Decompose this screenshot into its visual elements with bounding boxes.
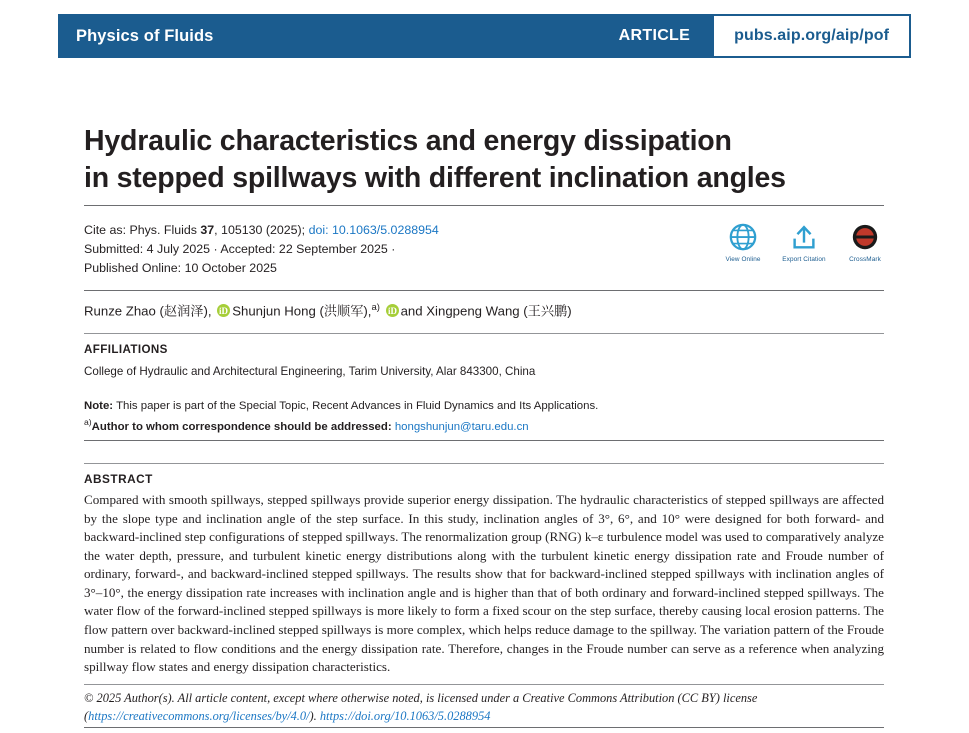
author-2-footnote-marker: a) [371, 302, 380, 313]
view-online-caption: View Online [725, 256, 761, 263]
cc-license-link[interactable]: https://creativecommons.org/licenses/by/4.0/ [88, 708, 310, 723]
special-topic-note [84, 398, 884, 416]
journal-name: Physics of Fluids [76, 26, 214, 45]
license-statement [84, 690, 884, 726]
article-type-label: ARTICLE [618, 27, 691, 44]
citation-line [84, 221, 644, 240]
doi-url-link[interactable]: https://doi.org/10.1063/5.0288954 [319, 708, 491, 723]
export-citation-icon [789, 222, 819, 252]
cite-volume: 37 [200, 223, 215, 237]
corresponding-author-note [84, 416, 884, 436]
author-3: Xingpeng Wang (王兴鹏) [426, 303, 572, 319]
divider-above-license [84, 684, 884, 685]
affiliations-text: College of Hydraulic and Architectural Engineering, Tarim University, Alar 843300, China [84, 365, 536, 378]
published-online-line: Published Online: 10 October 2025 [84, 260, 277, 275]
cite-mid: , 105130 (2025); [214, 223, 309, 237]
license-text-2: ). [309, 708, 320, 723]
crossmark-icon [850, 222, 880, 252]
corresponding-author-email[interactable]: hongshunjun@taru.edu.cn [394, 420, 529, 433]
divider-page-bottom [84, 727, 884, 728]
abstract-text: Compared with smooth spillways, stepped spillways provide superior energy dissipation. The hydraulic characteristics of stepped spillways are affected by the slope type and inclination angle of the step surface. In this study, inclination angles of 3°, 6°, and 10° were designed for both forward- and backward-inclined step configurations of stepped spillways. The renormalization group (RNG) k–ε turbulence model was used to comparatively analyze the water depth, pressure, and turbulent kinetic energy distributions along with the turbulent kinetic energy dissipation rate and Froude number of ordinary, forward-, and backward-inclined stepped spillways. The results show that for backward-inclined stepped spillways with inclination angles of 3°–10°, the energy dissipation rate increases with inclination angle and is higher than that of both ordinary and forward-inclined stepped spillways. The water flow of the forward-inclined stepped spillways is more likely to form a fixed scour on the step surface, thereby causing local erosion patterns. The flow pattern over backward-inclined stepped spillways is more complex, which helps reduce damage to the spillway. The variation pattern of the Froude number is related to flow conditions and the energy dissipation rate. Therefore, changes in the Froude number can serve as a reference when analyzing spillway flow states and energy dissipation characteristics. [84, 492, 884, 675]
article-tools [714, 222, 894, 263]
author-list [84, 301, 884, 323]
crossmark-tool[interactable] [836, 222, 894, 263]
article-title-line-2: in stepped spillways with different inclination angles [84, 162, 786, 195]
view-online-tool[interactable] [714, 222, 772, 263]
page-header [58, 14, 911, 58]
note-label: Note: [84, 400, 114, 412]
abstract-heading: ABSTRACT [84, 472, 153, 486]
submitted-accepted-line: Submitted: 4 July 2025 · Accepted: 22 September 2025 · [84, 241, 396, 256]
svg-text:iD: iD [387, 306, 397, 317]
divider-above-authors [84, 290, 884, 291]
article-title [84, 123, 894, 197]
view-online-icon [728, 222, 758, 252]
affiliations-heading: AFFILIATIONS [84, 343, 168, 356]
citation-block [84, 221, 644, 278]
divider-above-citation [84, 205, 884, 206]
doi-link[interactable]: doi: 10.1063/5.0288954 [308, 223, 439, 237]
crossmark-caption: CrossMark [849, 256, 881, 263]
note-footnote-marker: a) [84, 416, 92, 427]
author-2: Shunjun Hong (洪顺军), [232, 303, 372, 319]
corresponding-author-text: Author to whom correspondence should be addressed: [91, 420, 395, 433]
journal-url[interactable]: pubs.aip.org/aip/pof [734, 27, 889, 44]
divider-abstract-top [84, 463, 884, 464]
orcid-icon[interactable] [217, 304, 230, 322]
export-citation-caption: Export Citation [782, 256, 826, 263]
header-blue-bar [58, 14, 712, 58]
note-block [84, 398, 884, 436]
header-url-box[interactable] [712, 14, 911, 58]
cite-prefix: Cite as: Phys. Fluids [84, 223, 201, 237]
note-text: This paper is part of the Special Topic, Recent Advances in Fluid Dynamics and Its Applications. [113, 400, 599, 412]
license-text: © 2025 Author(s). All article content, except where otherwise noted, is licensed under a Creative Commons Attribution (CC BY) license ( [84, 691, 758, 723]
author-1: Runze Zhao (赵润泽), [84, 303, 212, 319]
export-citation-tool[interactable] [775, 222, 833, 263]
author-conjunction: and [400, 303, 423, 319]
svg-text:iD: iD [219, 306, 229, 317]
divider-above-affiliations [84, 333, 884, 334]
divider-above-abstract [84, 440, 884, 441]
article-title-line-1: Hydraulic characteristics and energy dissipation [84, 125, 732, 158]
orcid-icon[interactable] [386, 304, 399, 322]
